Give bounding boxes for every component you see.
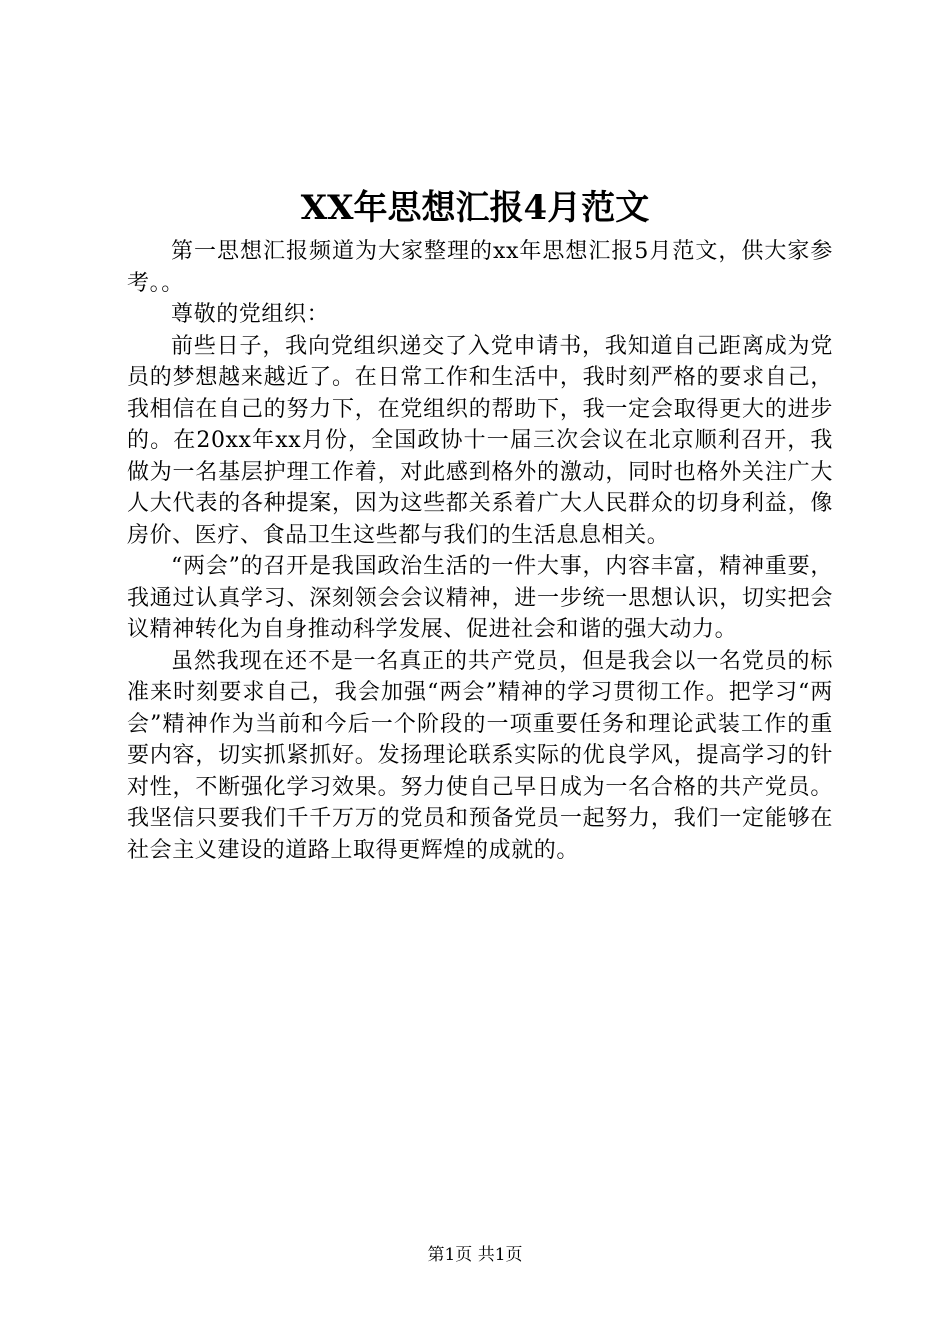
intro-paragraph: 第一思想汇报频道为大家整理的xx年思想汇报5月范文，供大家参考。。 — [127, 239, 833, 296]
page-footer: 第1页 共1页 — [427, 1245, 523, 1265]
salutation: 尊敬的党组织： — [171, 302, 330, 327]
body-paragraph: 虽然我现在还不是一名真正的共产党员，但是我会以一名党员的标准来时刻要求自己，我会加强“两会”精神的学习贯彻工作。把学习“两会”精神作为当前和今后一个阶段的一项重要任务和理论武装工作的重要内容，切实抓紧抓好。发扬理论联系实际的优良学风，提高学习的针对性，不断强化学习效果。努力使自己早日成为一名合格的共产党员。我坚信只要我们千千万万的党员和预备党员一起努力，我们一定能够在社会主义建设的道路上取得更辉煌的成就的。 — [127, 648, 833, 863]
body-paragraph: 前些日子，我向党组织递交了入党申请书，我知道自己距离成为党员的梦想越来越近了。在日常工作和生活中，我时刻严格的要求自己，我相信在自己的努力下，在党组织的帮助下，我一定会取得更大的进步的。在20xx年xx月份，全国政协十一届三次会议在北京顺利召开，我做为一名基层护理工作着，对此感到格外的激动，同时也格外关注广大人大代表的各种提案，因为这些都关系着广大人民群众的切身利益，像房价、医疗、食品卫生这些都与我们的生活息息相关。 — [127, 333, 833, 548]
document-title: XX年思想汇报4月范文 — [300, 188, 650, 228]
document-body — [127, 236, 833, 866]
body-paragraph: “两会”的召开是我国政治生活的一件大事，内容丰富，精神重要，我通过认真学习、深刻领会会议精神，进一步统一思想认识，切实把会议精神转化为自身推动科学发展、促进社会和谐的强大动力。 — [127, 554, 833, 642]
